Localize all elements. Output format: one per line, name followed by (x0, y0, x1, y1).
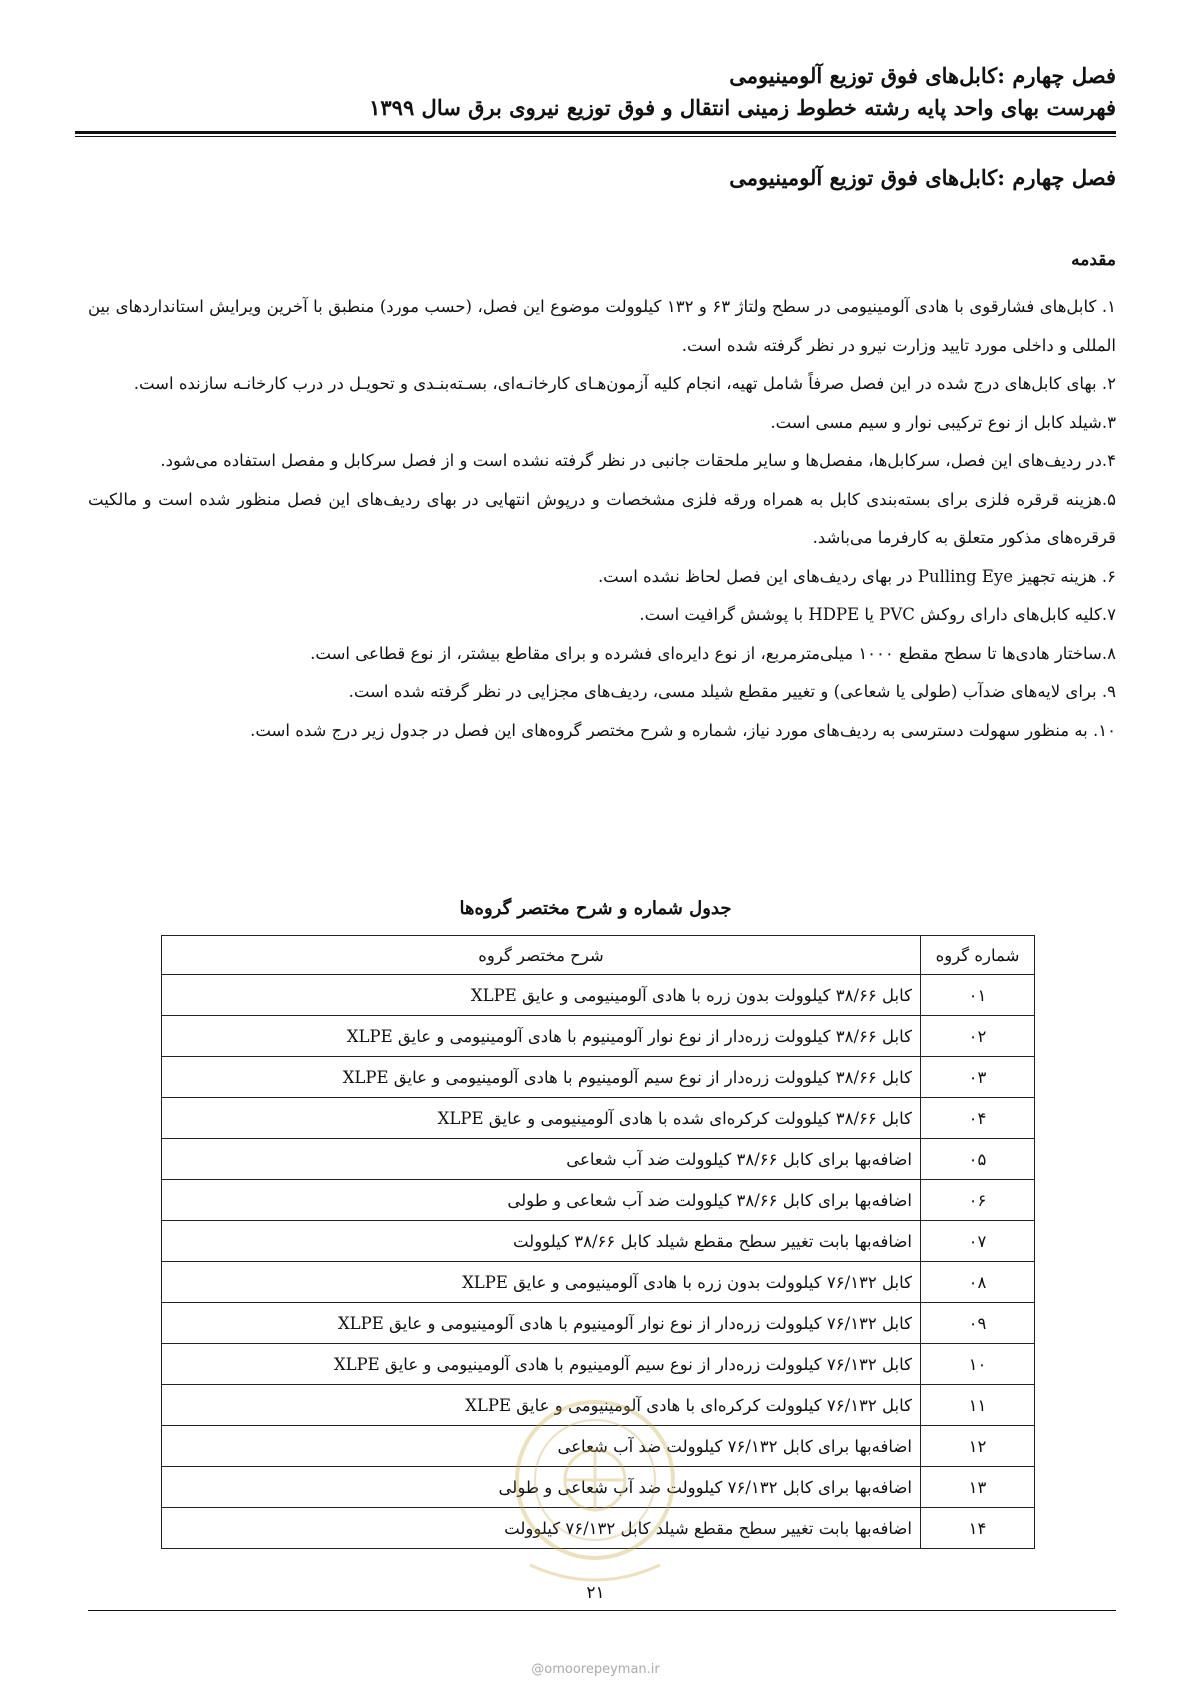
table-row (162, 1303, 1035, 1344)
group-description-cell: اضافه‌بها بابت تغییر سطح مقطع شیلد کابل ۳۸/۶۶ کیلوولت (162, 1221, 921, 1262)
header-rule-thick (75, 131, 1116, 134)
table-header-row (162, 936, 1035, 975)
group-description-cell: اضافه‌بها برای کابل ۳۸/۶۶ کیلوولت ضد آب شعاعی (162, 1139, 921, 1180)
footer-rule (88, 1610, 1116, 1611)
table-row (162, 1180, 1035, 1221)
group-number-cell: ۱۲ (921, 1426, 1035, 1467)
group-description-cell: کابل ۷۶/۱۳۲ کیلوولت زره‌دار از نوع نوار آلومینیوم با هادی آلومینیومی و عایق XLPE (162, 1303, 921, 1344)
page-number: ۲۱ (586, 1583, 605, 1603)
table-row (162, 1344, 1035, 1385)
table-row (162, 1098, 1035, 1139)
intro-paragraph-8: ۸.ساختار هادی‌ها تا سطح مقطع ۱۰۰۰ میلی‌مترمربع، از نوع دایره‌ای فشرده و برای مقاطع بیشتر، از نوع قطاعی است. (310, 643, 1116, 663)
header-group-description: شرح مختصر گروه (162, 936, 921, 975)
table-row (162, 1262, 1035, 1303)
group-number-cell: ۰۳ (921, 1057, 1035, 1098)
intro-paragraphs (88, 288, 1116, 750)
intro-paragraph-5: ۵.هزینه قرقره فلزی برای بسته‌بندی کابل به همراه ورقه فلزی مشخصات و درپوش انتهایی در بهای ردیف‌های این فصل منظور شده است و مالکیت قرقره‌های مذکور متعلق به کارفرما می‌باشد. (88, 489, 1116, 547)
group-number-cell: ۰۱ (921, 975, 1035, 1016)
group-description-cell: اضافه‌بها برای کابل ۷۶/۱۳۲ کیلوولت ضد آب شعاعی (162, 1426, 921, 1467)
group-number-cell: ۰۷ (921, 1221, 1035, 1262)
intro-paragraph-3: ۳.شیلد کابل از نوع ترکیبی نوار و سیم مسی است. (770, 412, 1116, 432)
group-description-cell: کابل ۷۶/۱۳۲ کیلوولت زره‌دار از نوع سیم آلومینیوم با هادی آلومینیومی و عایق XLPE (162, 1344, 921, 1385)
group-description-cell: اضافه‌بها بابت تغییر سطح مقطع شیلد کابل ۷۶/۱۳۲ کیلوولت (162, 1508, 921, 1549)
header-list-title: فهرست بهای واحد پایه رشته خطوط زمینی انتقال و فوق توزیع نیروی برق سال ۱۳۹۹ (369, 95, 1116, 120)
group-description-cell: کابل ۳۸/۶۶ کیلوولت کرکره‌ای شده با هادی آلومینیومی و عایق XLPE (162, 1098, 921, 1139)
group-description-cell: کابل ۳۸/۶۶ کیلوولت بدون زره با هادی آلومینیومی و عایق XLPE (162, 975, 921, 1016)
table-row (162, 1467, 1035, 1508)
group-number-cell: ۰۵ (921, 1139, 1035, 1180)
group-number-cell: ۰۲ (921, 1016, 1035, 1057)
group-description-cell: اضافه‌بها برای کابل ۳۸/۶۶ کیلوولت ضد آب شعاعی و طولی (162, 1180, 921, 1221)
group-number-cell: ۱۱ (921, 1385, 1035, 1426)
group-number-cell: ۰۶ (921, 1180, 1035, 1221)
group-number-cell: ۰۹ (921, 1303, 1035, 1344)
intro-title: مقدمه (1071, 250, 1116, 270)
intro-paragraph-1: ۱. کابل‌های فشارقوی با هادی آلومینیومی در سطح ولتاژ ۶۳ و ۱۳۲ کیلوولت موضوع این فصل، (حسب مورد) منطبق با آخرین ویرایش استانداردهای بین المللی و داخلی مورد تایید وزارت نیرو در نظر گرفته شده است. (88, 297, 1116, 355)
group-number-cell: ۱۴ (921, 1508, 1035, 1549)
group-description-cell: کابل ۷۶/۱۳۲ کیلوولت کرکره‌ای با هادی آلومینیومی و عایق XLPE (162, 1385, 921, 1426)
group-number-cell: ۱۰ (921, 1344, 1035, 1385)
group-number-cell: ۱۳ (921, 1467, 1035, 1508)
groups-table-body (162, 975, 1035, 1549)
groups-table (161, 935, 1035, 1549)
table-caption: جدول شماره و شرح مختصر گروه‌ها (459, 898, 732, 919)
group-number-cell: ۰۸ (921, 1262, 1035, 1303)
intro-paragraph-10: ۱۰. به منظور سهولت دسترسی به ردیف‌های مورد نیاز، شماره و شرح مختصر گروه‌های این فصل در جدول زیر درج شده است. (250, 720, 1116, 740)
group-description-cell: کابل ۳۸/۶۶ کیلوولت زره‌دار از نوع سیم آلومینیوم با هادی آلومینیومی و عایق XLPE (162, 1057, 921, 1098)
header-chapter: فصل چهارم :کابل‌های فوق توزیع آلومینیومی (729, 63, 1116, 88)
header-group-number: شماره گروه (921, 936, 1035, 975)
intro-paragraph-2: ۲. بهای کابل‌های درج شده در این فصل صرفاً شامل تهیه، انجام کلیه آزمون‌هـای کارخانـه‌ای، بسـته‌بنـدی و تحویـل در درب کارخانـه سازنده است. (133, 374, 1116, 393)
header-rule-thin (75, 136, 1116, 137)
table-row (162, 1426, 1035, 1467)
watermark-site: @omoorepeyman.ir (531, 1662, 660, 1677)
table-row (162, 1016, 1035, 1057)
intro-paragraph-6: ۶. هزینه تجهیز Pulling Eye در بهای ردیف‌های این فصل لحاظ نشده است. (597, 566, 1116, 586)
table-row (162, 1221, 1035, 1262)
group-description-cell: اضافه‌بها برای کابل ۷۶/۱۳۲ کیلوولت ضد آب شعاعی و طولی (162, 1467, 921, 1508)
intro-paragraph-9: ۹. برای لایه‌های ضدآب (طولی یا شعاعی) و تغییر مقطع شیلد مسی، ردیف‌های مجزایی در نظر گرفته شده است. (348, 682, 1116, 701)
chapter-title: فصل چهارم :کابل‌های فوق توزیع آلومینیومی (729, 165, 1116, 190)
table-row (162, 1139, 1035, 1180)
table-row (162, 1385, 1035, 1426)
intro-paragraph-7: ۷.کلیه کابل‌های دارای روکش PVC یا HDPE با پوشش گرافیت است. (639, 605, 1116, 624)
group-number-cell: ۰۴ (921, 1098, 1035, 1139)
table-row (162, 1057, 1035, 1098)
intro-paragraph-4: ۴.در ردیف‌های این فصل، سرکابل‌ها، مفصل‌ها و سایر ملحقات جانبی در نظر گرفته نشده است و از فصل سرکابل و مفصل استفاده می‌شود. (160, 451, 1116, 470)
table-row (162, 1508, 1035, 1549)
group-description-cell: کابل ۷۶/۱۳۲ کیلوولت بدون زره با هادی آلومینیومی و عایق XLPE (162, 1262, 921, 1303)
group-description-cell: کابل ۳۸/۶۶ کیلوولت زره‌دار از نوع نوار آلومینیوم با هادی آلومینیومی و عایق XLPE (162, 1016, 921, 1057)
page-header (75, 60, 1116, 124)
table-row (162, 975, 1035, 1016)
